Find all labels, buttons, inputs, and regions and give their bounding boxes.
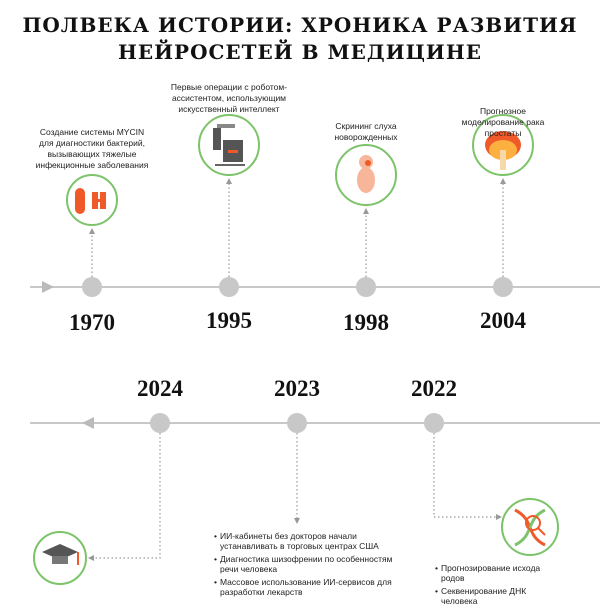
events-2023-list <box>214 531 399 600</box>
year-1998: 1998 <box>343 310 389 335</box>
title-line-1: ПОЛВЕКА ИСТОРИИ: ХРОНИКА РАЗВИТИЯ <box>22 13 578 37</box>
year-1970: 1970 <box>69 310 115 335</box>
year-1995: 1995 <box>206 308 252 333</box>
dot-2023 <box>287 413 307 433</box>
list-item: • Секвенирование ДНК человека <box>435 586 555 606</box>
list-item: • ИИ-кабинеты без докторов начали устанавливать в торговых центрах США <box>214 531 399 551</box>
year-2004: 2004 <box>480 308 526 333</box>
year-2024: 2024 <box>137 376 183 401</box>
caption-1998: Скрининг слуха новорожденных <box>334 121 398 142</box>
year-2022: 2022 <box>411 376 457 401</box>
caption-1970: Создание системы MYCIN для диагностики бактерий, вызывающих тяжелые инфекционные заболевания <box>35 127 149 170</box>
caption-1995: Первые операции с роботом-ассистентом, использующим искусственный интеллект <box>170 82 288 114</box>
arrow-left-icon <box>82 417 94 429</box>
year-2023: 2023 <box>274 376 320 401</box>
title-line-2: НЕЙРОСЕТЕЙ В МЕДИЦИНЕ <box>118 40 482 64</box>
dot-2022 <box>424 413 444 433</box>
list-item: • Диагностика шизофрении по особенностям речи человека <box>214 554 399 574</box>
arrow-right-icon <box>42 281 54 293</box>
bacteria-icon <box>67 175 117 225</box>
dot-1995 <box>219 277 239 297</box>
dot-2024 <box>150 413 170 433</box>
list-item: • Прогнозирование исхода родов <box>435 563 555 583</box>
dot-2004 <box>493 277 513 297</box>
graduation-cap-icon <box>34 532 86 584</box>
caption-2004: Прогнозное моделирование рака простаты <box>461 106 545 138</box>
dot-1998 <box>356 277 376 297</box>
dot-1970 <box>82 277 102 297</box>
surgical-robot-icon <box>199 115 259 175</box>
list-item: • Массовое использование ИИ-сервисов для разработки лекарств <box>214 577 399 597</box>
events-2022-list <box>435 563 555 609</box>
dna-magnifier-icon <box>502 499 558 555</box>
fetus-icon <box>336 145 396 205</box>
